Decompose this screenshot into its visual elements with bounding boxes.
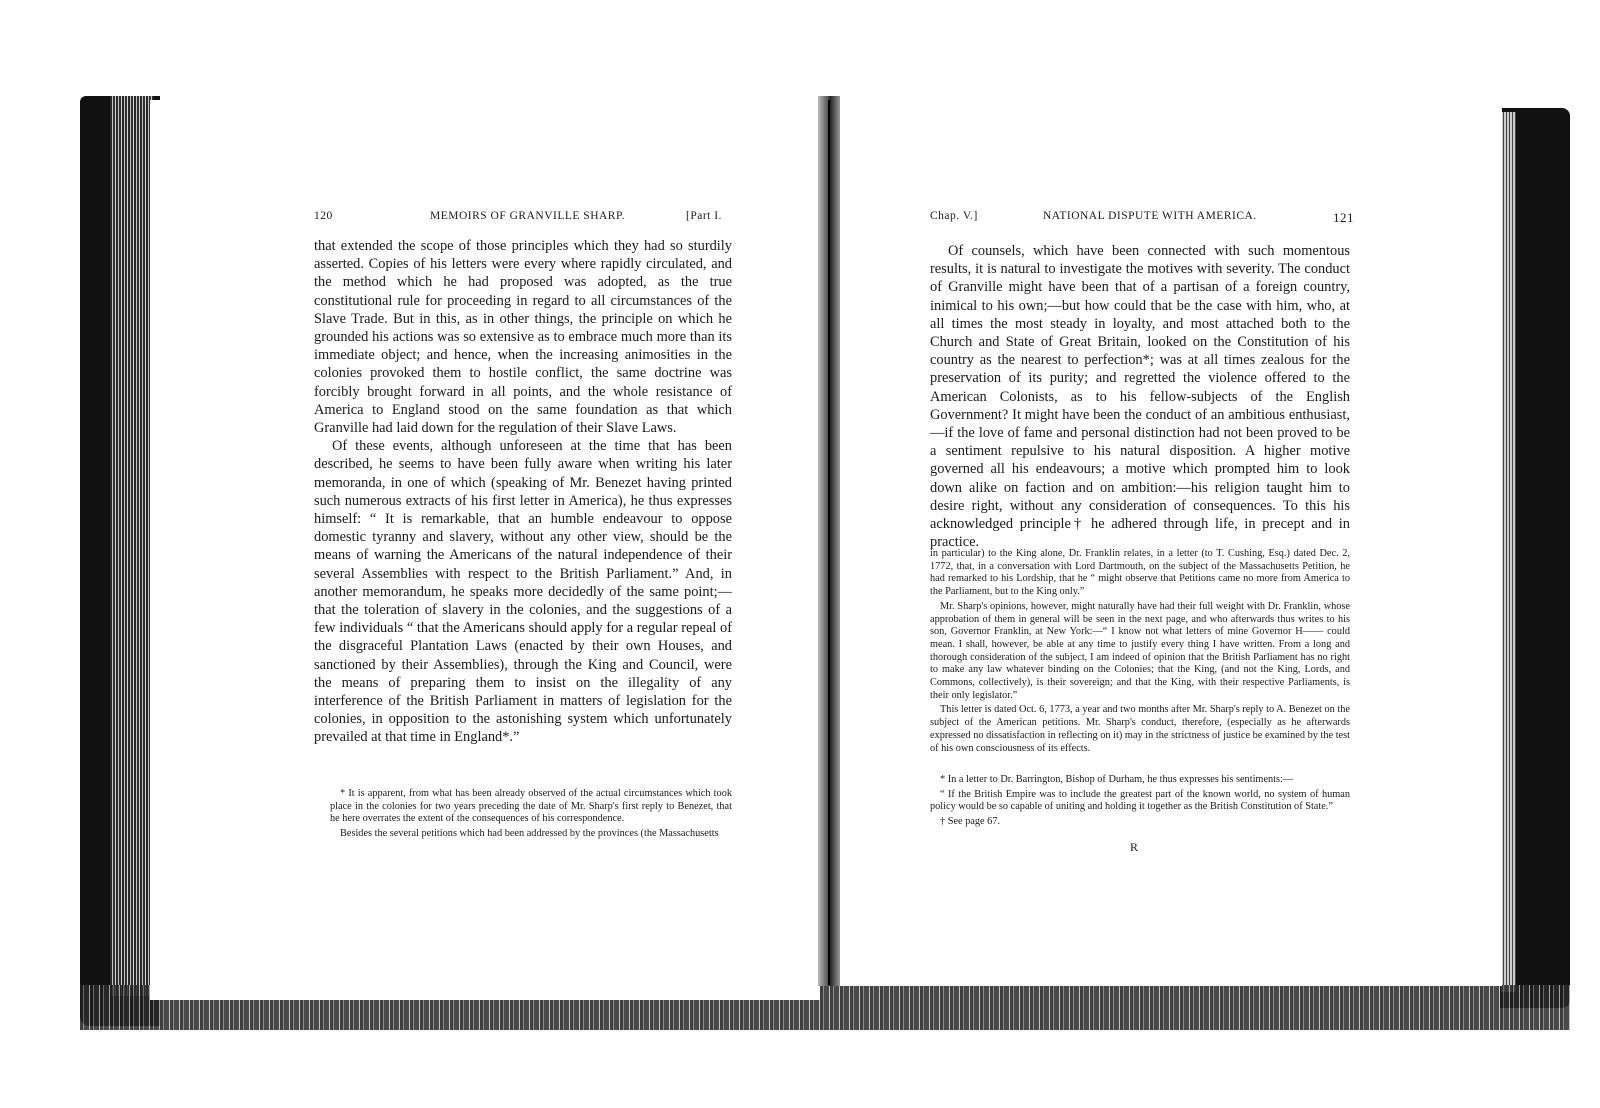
- right-footnotes: [930, 774, 1350, 831]
- signature-mark: R: [1130, 840, 1139, 854]
- page-edges-left: [110, 96, 154, 996]
- right-footnote-d: * In a letter to Dr. Barrington, Bishop of Durham, he thus expresses his sentiments:—: [940, 774, 1294, 785]
- right-footnote-e: “ If the British Empire was to include the greatest part of the known world, no system of human policy would be so capable of uniting and holding it together as the British Constitution of State.”: [930, 788, 1350, 813]
- left-paragraph-2: Of these events, although unforeseen at the time that has been described, he seems to have been fully aware when writing his later memoranda, in one of which (speaking of Mr. Benezet having printed such numerous extracts of his first letter in America), he thus expresses himself: “ It is remarkable, that an humble endeavour to oppose domestic tyranny and slavery, without any other view, should be the means of warning the Americans of the natural independence of their several Assemblies with respect to the British Parliament.” And, in another memorandum, he speaks more decidedly of the same point;—that the toleration of slavery in the colonies, and the suggestions of a few individuals “ that the Americans should apply for a regular repeal of the disgraceful Plantation Laws (enacted by their own Houses, and sanctioned by their Assemblies), through the King and Council, were the means of preparing them to insist on the illegality of any interference of the British Parliament in matters of legislation for the colonies, in opposition to the astonishing system which unfortunately prevailed at that time in England*.”: [314, 438, 732, 746]
- left-part-label: [Part I.: [686, 210, 722, 222]
- gutter-line: [828, 100, 830, 985]
- left-footnote-1: * It is apparent, from what has been already observed of the actual circumstances which took place in the colonies for two years preceding the date of Mr. Sharp's first reply to Benezet, that he here overrates the extent of the consequences of his correspondence.: [330, 788, 732, 825]
- right-footnote-f: † See page 67.: [940, 816, 1001, 828]
- page-edges-right: [1500, 112, 1516, 992]
- right-page-number: 121: [1333, 210, 1354, 225]
- left-running-title: MEMOIRS OF GRANVILLE SHARP.: [430, 210, 625, 222]
- right-chapter-label: Chap. V.]: [930, 210, 978, 222]
- left-paragraph-1: that extended the scope of those principles which they had so sturdily asserted. Copies of his letters were every where rapidly circulated, and the method which he had proposed was adopted, as the true constitutional rule for proceeding in regard to all circumstances of the Slave Trade. But in this, as in other things, the principle on which he grounded his actions was so extensive as to embrace much more than its immediate object; and hence, when the increasing animosities in the colonies provoked them to hostile conflict, the same doctrine was forcibly brought forward in all points, and the whole resistance of America to England stood on the same foundation as that which Granville had laid down for the regulation of their Slave Laws.: [314, 238, 732, 437]
- right-body-text: [930, 242, 1350, 551]
- right-footnote-c: This letter is dated Oct. 6, 1773, a year and two months after Mr. Sharp's reply to A. Benezet on the subject of the American petitions. Mr. Sharp's conduct, therefore, (especially as he afterwards expressed no dissatisfaction in reflecting on it) may in the strictness of justice be examined by the test of his own consciousness of its effects.: [930, 704, 1350, 754]
- right-running-title: NATIONAL DISPUTE WITH AMERICA.: [1043, 210, 1257, 222]
- left-footnote-2: Besides the several petitions which had been addressed by the provinces (the Massachusetts: [340, 828, 719, 840]
- right-paragraph-1: Of counsels, which have been connected with such momentous results, it is natural to investigate the motives with severity. The conduct of Granville might have been that of a partisan of a foreign country, inimical to his own;—but how could that be the case with him, who, at all times the most steady in loyalty, and most attached both to the Church and State of Great Britain, looked on the Constitution of his country as the nearest to perfection*; was at all times zealous for the preservation of its purity; and regretted the violence offered to the American Colonists, as to his fellow-subjects of the English Government? It might have been the conduct of an ambitious enthusiast,—if the love of fame and personal distinction had not been proved to be a sentiment repulsive to his natural disposition. A higher motive governed all his endeavours; a motive which prompted him to look down alike on faction and on ambition:—his religion taught him to desire right, without any consideration of consequences. To this his acknowledged principle† he adhered through life, in precept and in practice.: [930, 243, 1350, 551]
- left-page-number: 120: [314, 210, 333, 222]
- left-footnotes: [330, 788, 732, 843]
- right-footnote-b: Mr. Sharp's opinions, however, might naturally have had their full weight with Dr. Franklin, whose approbation of them in general will be seen in the next page, and who afterwards thus writes to his son, Governor Franklin, at New York:—“ I know not what letters of mine Governor H—— could mean. I shall, however, be able at any time to justify every thing I have written. From a long and thorough consideration of the subject, I am indeed of opinion that the British Parliament has no right to make any law whatever binding on the Colonies; that the King, (and not the King, Lords, and Commons, collectively), is their sovereign; and that the King, with their respective Parliaments, is their only legislator.”: [930, 600, 1350, 701]
- right-footnote-a: in particular) to the King alone, Dr. Franklin relates, in a letter (to T. Cushing, Esq.) dated Dec. 2, 1772, that, in a conversation with Lord Dartmouth, on the subject of the Massachusetts Petition, he had remarked to his Lordship, that he “ might observe that Petitions came no more from America to the Parliament, but to the King only.”: [930, 548, 1350, 598]
- left-body-text: [314, 237, 732, 747]
- right-footnotes-continued: [930, 548, 1350, 757]
